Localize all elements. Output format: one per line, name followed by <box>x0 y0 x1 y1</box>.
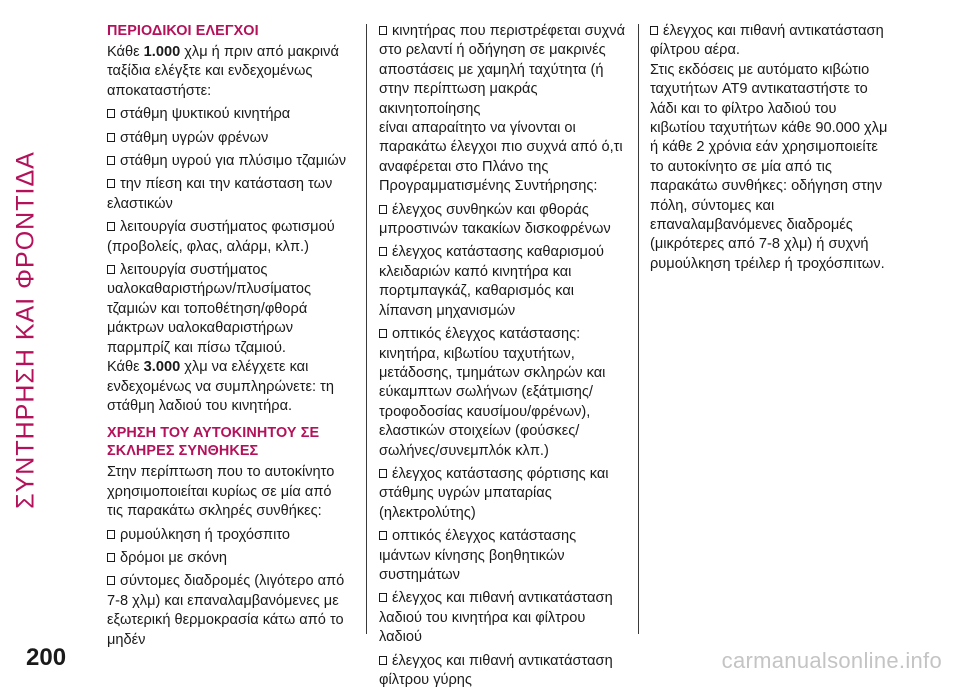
checklist-item: κινητήρας που περιστρέφεται συχνά στο ρελαντί ή οδήγηση σε μακρινές αποστάσεις με χαμηλή ταχύτητα (ή στην περίπτωση μακράς ακινητοποίησης <box>379 23 626 117</box>
column-divider <box>638 24 639 634</box>
frequency-paragraph: είναι απαραίτητο να γίνονται οι παρακάτω έλεγχοι πιο συχνά από ό,τι αναφέρεται στο Πλάνο της Προγραμματισμένης Συντήρησης: <box>379 120 623 195</box>
checkbox-icon <box>379 593 387 602</box>
checklist-item: οπτικός έλεγχος κατάστασης: κινητήρα, κιβωτίου ταχυτήτων, μετάδοσης, τμημάτων σκληρών και εύκαμπτων σωλήνων (εξάτμισης/τροφοδοσίας καυσίμου/φρένων), ελαστικών στοιχείων (φούσκες/σωλήνες/συνεμπλόκ κλπ.) <box>379 326 606 459</box>
text-column-1 <box>107 22 347 654</box>
checklist-item: ρυμούλκηση ή τροχόσπιτο <box>107 526 347 545</box>
checklist-item: σύντομες διαδρομές (λιγότερο από 7-8 χλμ) και επαναλαμβανόμενες με εξωτερική θερμοκρασία κάτω από το μηδέν <box>107 573 345 648</box>
checkbox-icon <box>107 109 115 118</box>
checkbox-icon <box>107 530 115 539</box>
checkbox-icon <box>107 156 115 165</box>
severe-intro-paragraph: Στην περίπτωση που το αυτοκίνητο χρησιμοποιείται κυρίως σε μία από τις παρακάτω σκληρές συνθήκες: <box>107 464 335 520</box>
intro-paragraph: Κάθε 1.000 χλμ ή πριν από μακρινά ταξίδια ελέγξτε και ενδεχομένως αποκαταστήστε: <box>107 44 339 99</box>
checkbox-icon <box>379 205 387 214</box>
checkbox-icon <box>379 247 387 256</box>
checklist-item: οπτικός έλεγχος κατάστασης ιμάντων κίνησης βοηθητικών συστημάτων <box>379 528 577 583</box>
text-column-2 <box>379 22 625 694</box>
text-column-3 <box>650 22 895 278</box>
checklist-item: έλεγχος και πιθανή αντικατάσταση λαδιού του κινητήρα και φίλτρου λαδιού <box>379 590 613 646</box>
oil-check-paragraph: Κάθε 3.000 χλμ να ελέγχετε και ενδεχομένως να συμπληρώνετε: τη στάθμη λαδιού του κινητήρα. <box>107 359 334 414</box>
checklist-item: δρόμοι με σκόνη <box>107 549 347 568</box>
checklist-item: έλεγχος συνθηκών και φθοράς μπροστινών τακακίων δισκοφρένων <box>379 201 611 238</box>
checkbox-icon <box>107 265 115 274</box>
checklist-item: έλεγχος κατάστασης φόρτισης και στάθμης υγρών μπαταρίας (ηλεκτρολύτης) <box>379 465 609 521</box>
heading-periodic-checks: ΠΕΡΙΟΔΙΚΟΙ ΕΛΕΓΧΟΙ <box>107 23 259 39</box>
checkbox-icon <box>379 531 387 540</box>
column-divider <box>366 24 367 634</box>
section-side-title: ΣΥΝΤΗΡΗΣΗ ΚΑΙ ΦΡΟΝΤΙΔΑ <box>11 151 40 509</box>
checklist-item: λειτουργία συστήματος φωτισμού (προβολείς, φλας, αλάρμ, κλπ.) <box>107 219 335 255</box>
checkbox-icon <box>107 553 115 562</box>
heading-severe-conditions: ΧΡΗΣΗ ΤΟΥ ΑΥΤΟΚΙΝΗΤΟΥ ΣΕ ΣΚΛΗΡΕΣ ΣΥΝΘΗΚΕΣ <box>107 425 320 460</box>
page-number: 200 <box>26 644 67 671</box>
checkbox-icon <box>107 576 115 585</box>
watermark-text: carmanualsonline.info <box>721 648 942 673</box>
checklist-item: στάθμη υγρού για πλύσιμο τζαμιών <box>107 152 347 171</box>
checklist-item: λειτουργία συστήματος υαλοκαθαριστήρων/πλυσίματος τζαμιών και τοποθέτηση/φθορά μάκτρων υαλοκαθαριστήρων παρμπρίζ και πίσω τζαμιού. <box>107 262 311 356</box>
checklist-item: έλεγχος και πιθανή αντικατάσταση φίλτρου αέρα. <box>650 23 884 59</box>
checkbox-icon <box>107 179 115 188</box>
checklist-item: στάθμη υγρών φρένων <box>107 129 347 148</box>
automatic-gearbox-paragraph: Στις εκδόσεις με αυτόματο κιβώτιο ταχυτήτων AT9 αντικαταστήστε το λάδι και το φίλτρο λαδιού του κιβωτίου ταχυτήτων κάθε 90.000 χλμ ή κάθε 2 χρόνια εάν χρησιμοποιείτε το αυτοκίνητο σε μία από τις παρακάτω συνθήκες: οδήγηση στην πόλη, σύντομες και επαναλαμβανόμενες διαδρομές (μικρότερες από 7-8 χλμ) ή συχνή ρυμούλκηση τρέιλερ ή τροχόσπιτων. <box>650 61 888 272</box>
checkbox-icon <box>107 133 115 142</box>
checkbox-icon <box>650 26 658 35</box>
checkbox-icon <box>107 222 115 231</box>
checkbox-icon <box>379 656 387 665</box>
checkbox-icon <box>379 26 387 35</box>
checklist-item: έλεγχος και πιθανή αντικατάσταση φίλτρου γύρης <box>379 652 613 688</box>
checklist-item: έλεγχος κατάστασης καθαρισμού κλειδαριών καπό κινητήρα και πορτμπαγκάζ, καθαρισμός και λίπανση μηχανισμών <box>379 244 605 319</box>
checkbox-icon <box>379 329 387 338</box>
checkbox-icon <box>379 469 387 478</box>
checklist-item: στάθμη ψυκτικού κινητήρα <box>107 105 347 124</box>
checklist-item: την πίεση και την κατάσταση των ελαστικών <box>107 176 333 212</box>
